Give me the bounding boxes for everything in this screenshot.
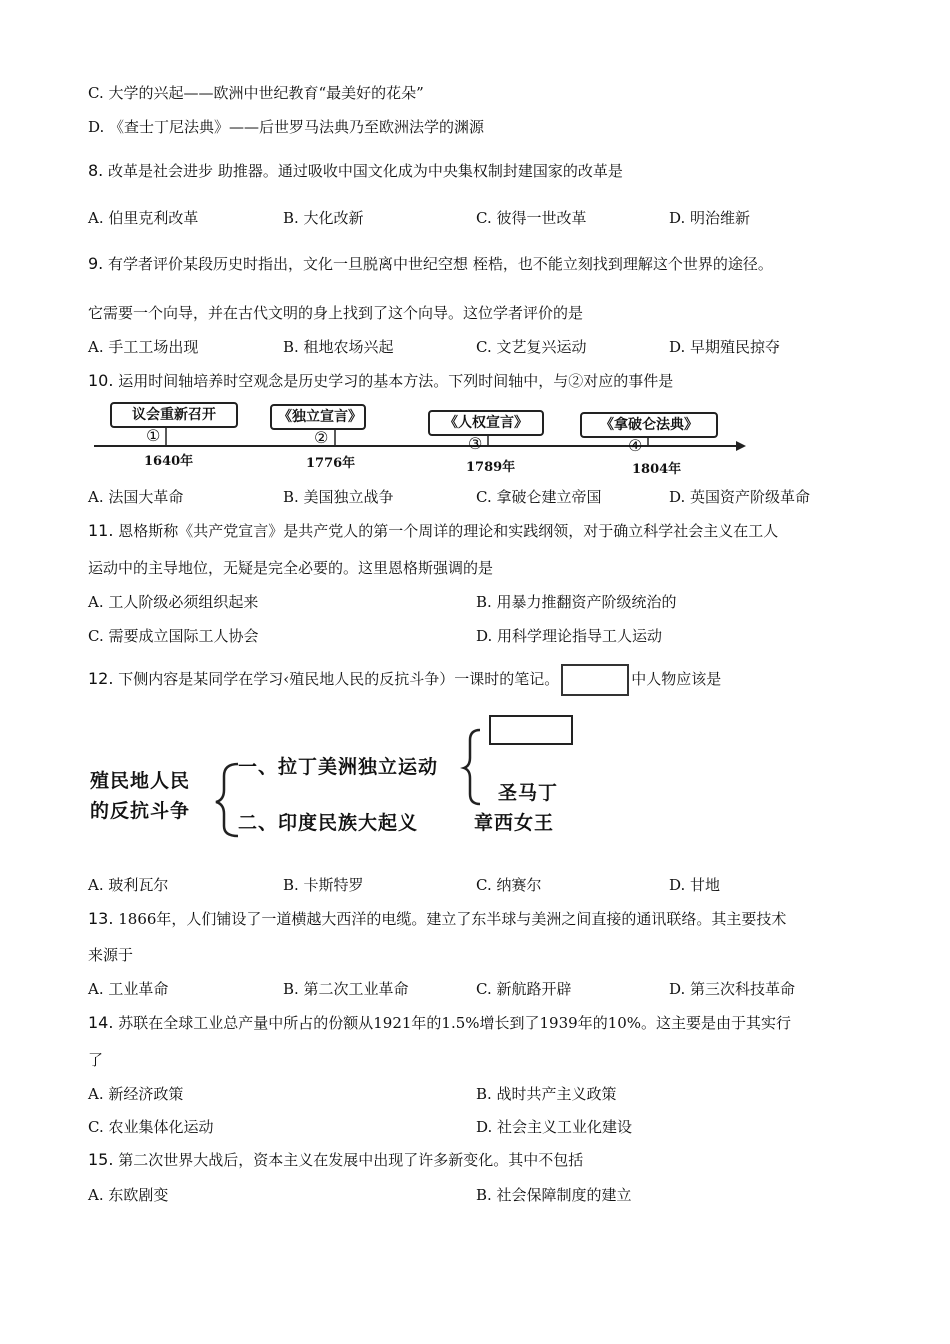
q13-option-c: C. 新航路开辟 xyxy=(476,980,572,998)
q10-option-a: A. 法国大革命 xyxy=(88,488,184,506)
timeline-event-2-year: 1776年 xyxy=(306,456,356,471)
q14-stem-line2: 了 xyxy=(88,1051,104,1069)
note-branch-1: 一、拉丁美洲独立运动 xyxy=(238,756,439,778)
q12-option-d: D. 甘地 xyxy=(669,876,721,894)
q13-number: 13. xyxy=(88,909,114,928)
q15-text: 第二次世界大战后，资本主义在发展中出现了许多新变化。其中不包括 xyxy=(118,1151,584,1169)
timeline-event-4-number: ④ xyxy=(628,436,643,455)
q8-option-c: C. 彼得一世改革 xyxy=(476,209,587,227)
q14-option-c: C. 农业集体化运动 xyxy=(88,1118,214,1136)
q10-option-d: D. 英国资产阶级革命 xyxy=(669,488,811,506)
q15-option-b: B. 社会保障制度的建立 xyxy=(476,1186,632,1204)
q13-option-b: B. 第二次工业革命 xyxy=(283,980,409,998)
q10-stem xyxy=(88,370,673,391)
q13-option-d: D. 第三次科技革命 xyxy=(669,980,796,998)
q7-option-d: D. 《查士丁尼法典》——后世罗马法典乃至欧洲法学的渊源 xyxy=(88,118,485,136)
note-branch-2: 二、印度民族大起义 xyxy=(238,812,419,834)
timeline-event-1-year: 1640年 xyxy=(144,454,194,469)
q10-text: 运用时间轴培养时空观念是历史学习的基本方法。下列时间轴中，与②对应的事件是 xyxy=(118,372,674,390)
q8-stem xyxy=(88,160,623,181)
q11-number: 11. xyxy=(88,521,114,540)
q11-option-a: A. 工人阶级必须组织起来 xyxy=(88,593,259,611)
q13-stem-line2: 来源于 xyxy=(88,946,134,964)
q12-blank-box xyxy=(561,664,629,696)
q12-text-before: 下侧内容是某同学在学习‹殖民地人民的反抗斗争）一课时的笔记。 xyxy=(118,670,560,688)
q8-option-a: A. 伯里克利改革 xyxy=(88,209,199,227)
q14-option-d: D. 社会主义工业化建设 xyxy=(476,1118,633,1136)
q15-stem xyxy=(88,1149,583,1170)
note-leaf-1: 圣马丁 xyxy=(498,782,559,804)
q14-option-a: A. 新经济政策 xyxy=(88,1085,184,1103)
q14-option-b: B. 战时共产主义政策 xyxy=(476,1085,617,1103)
q9-option-c: C. 文艺复兴运动 xyxy=(476,338,587,356)
q9-stem-line2: 它需要一个向导，并在古代文明的身上找到了这个向导。这位学者评价的是 xyxy=(88,304,584,322)
q11-stem-line1 xyxy=(88,520,778,541)
q9-option-d: D. 早期殖民掠夺 xyxy=(669,338,781,356)
timeline-event-3-year: 1789年 xyxy=(466,460,516,475)
q13-text1: 1866年，人们铺设了一道横越大西洋的电缆。建立了东半球与美洲之间直接的通讯联络。其主要技术 xyxy=(118,910,787,928)
note-root-line2: 的反抗斗争 xyxy=(90,800,191,822)
timeline-event-2-label: 《独立宣言》 xyxy=(270,404,366,430)
q9-option-b: B. 租地农场兴起 xyxy=(283,338,394,356)
q15-number: 15. xyxy=(88,1150,114,1169)
q12-number: 12. xyxy=(88,669,114,688)
q13-stem-line1 xyxy=(88,908,786,929)
q14-text1: 苏联在全球工业总产量中所占的份额从1921年的1.5%增长到了1939年的10%。这主要是由于其实行 xyxy=(118,1014,792,1032)
q14-number: 14. xyxy=(88,1013,114,1032)
q11-text1: 恩格斯称《共产党宣言》是共产党人的第一个周详的理论和实践纲领，对于确立科学社会主义在工人 xyxy=(118,522,779,540)
timeline xyxy=(88,396,748,480)
q9-option-a: A. 手工工场出现 xyxy=(88,338,199,356)
q8-option-d: D. 明治维新 xyxy=(669,209,751,227)
q12-option-b: B. 卡斯特罗 xyxy=(283,876,364,894)
q10-number: 10. xyxy=(88,371,114,390)
note-root-line1: 殖民地人民 xyxy=(90,770,191,792)
q8-number: 8. xyxy=(88,161,104,180)
q7-option-c: C. 大学的兴起——欧洲中世纪教育“最美好的花朵” xyxy=(88,84,424,102)
timeline-event-2-number: ② xyxy=(314,428,329,447)
q12-option-a: A. 玻利瓦尔 xyxy=(88,876,169,894)
q12-note-diagram xyxy=(88,712,588,842)
q10-option-c: C. 拿破仑建立帝国 xyxy=(476,488,602,506)
q11-option-c: C. 需要成立国际工人协会 xyxy=(88,627,259,645)
q13-option-a: A. 工业革命 xyxy=(88,980,169,998)
q8-option-b: B. 大化改新 xyxy=(283,209,364,227)
timeline-event-1-label: 议会重新召开 xyxy=(110,402,238,428)
q9-text1: 有学者评价某段历史时指出，文化一旦脱离中世纪空想 桎梏，也不能立刻找到理解这个世界的途径。 xyxy=(108,255,773,273)
q9-number: 9. xyxy=(88,254,104,273)
q15-option-a: A. 东欧剧变 xyxy=(88,1186,169,1204)
q11-option-b: B. 用暴力推翻资产阶级统治的 xyxy=(476,593,677,611)
timeline-event-3-label: 《人权宣言》 xyxy=(428,410,544,436)
q11-option-d: D. 用科学理论指导工人运动 xyxy=(476,627,663,645)
q12-option-c: C. 纳赛尔 xyxy=(476,876,542,894)
q8-text: 改革是社会进步 助推器。通过吸收中国文化成为中央集权制封建国家的改革是 xyxy=(108,162,623,180)
note-leaf-2: 章西女王 xyxy=(474,812,555,834)
q12-text-after: 中人物应该是 xyxy=(631,670,722,688)
timeline-event-1-number: ① xyxy=(146,426,161,445)
timeline-event-3-number: ③ xyxy=(468,434,483,453)
timeline-event-4-year: 1804年 xyxy=(632,462,682,477)
q9-stem-line1 xyxy=(88,253,773,274)
q11-stem-line2: 运动中的主导地位，无疑是完全必要的。这里恩格斯强调的是 xyxy=(88,559,494,577)
q10-option-b: B. 美国独立战争 xyxy=(283,488,394,506)
q14-stem-line1 xyxy=(88,1012,791,1033)
q12-stem xyxy=(88,664,721,696)
timeline-event-4-label: 《拿破仑法典》 xyxy=(580,412,718,438)
